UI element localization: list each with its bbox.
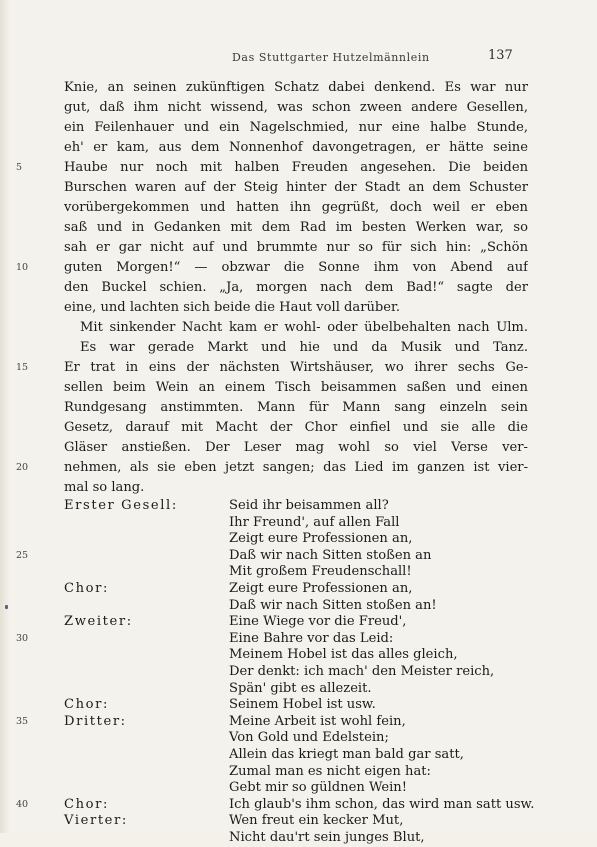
text-line: den Buckel schien. „Ja, morgen nach dem Bad!“ sagte der xyxy=(64,280,528,295)
text-line: eine, und lachten sich beide die Haut voll darüber. xyxy=(64,300,401,315)
verse-speaker: Dritter: xyxy=(64,713,127,729)
verse-line: Eine Wiege vor die Freud', xyxy=(229,614,407,630)
line-number: 25 xyxy=(16,549,29,561)
text-line: Knie, an seinen zukünftigen Schatz dabei denkend. Es war nur xyxy=(64,80,528,95)
text-line: vorübergekommen und hatten ihn gegrüßt, doch weil er eben xyxy=(64,200,528,215)
verse-speaker: Vierter: xyxy=(64,813,128,829)
verse-line: Meinem Hobel ist das alles gleich, xyxy=(229,647,458,663)
text-line: Er trat in eins der nächsten Wirtshäuser, wo ihrer sechs Ge- xyxy=(64,360,528,375)
text-line: gut, daß ihm nicht wissend, was schon zween andere Gesellen, xyxy=(64,100,528,115)
verse-line: Zumal man es nicht eigen hat: xyxy=(229,763,431,779)
verse-line: Daß wir nach Sitten stoßen an! xyxy=(229,597,437,613)
line-number: 5 xyxy=(16,162,23,173)
line-number: 30 xyxy=(16,632,29,644)
verse-line: Von Gold und Edelstein; xyxy=(229,730,389,746)
text-line: Rundgesang anstimmten. Mann für Mann sang einzeln sein xyxy=(64,400,528,415)
ink-speck xyxy=(5,605,8,609)
verse-line: Mit großem Freudenschall! xyxy=(229,564,412,580)
verse-line: Seinem Hobel ist usw. xyxy=(229,697,376,713)
verse-line: Seid ihr beisammen all? xyxy=(229,498,389,513)
text-line: Haube nur noch mit halben Freuden angesehen. Die beiden xyxy=(64,160,528,175)
text-line: Mit sinkender Nacht kam er wohl- oder übelbehalten nach Ulm. xyxy=(80,320,528,335)
line-number: 15 xyxy=(16,362,29,373)
text-line: ein Feilenhauer und ein Nagelschmied, nur eine halbe Stunde, xyxy=(64,120,528,135)
verse-speaker: Zweiter: xyxy=(64,614,133,630)
verse-line: Allein das kriegt man bald gar satt, xyxy=(229,747,464,762)
verse-speaker: Erster Gesell: xyxy=(64,498,178,513)
verse-line: Spän' gibt es allezeit. xyxy=(229,680,372,696)
verse-line: Ihr Freund', auf allen Fall xyxy=(229,514,400,530)
line-number: 10 xyxy=(16,262,29,273)
verse-line: Daß wir nach Sitten stoßen an xyxy=(229,547,432,563)
line-number: 40 xyxy=(16,798,29,810)
verse-line: Eine Bahre vor das Leid: xyxy=(229,630,394,646)
running-title: Das Stuttgarter Hutzelmännlein xyxy=(232,51,430,64)
text-line: sah er gar nicht auf und brummte nur so für sich hin: „Schön xyxy=(64,240,528,255)
page-gutter-shadow xyxy=(0,0,10,833)
verse-speaker: Chor: xyxy=(64,581,110,596)
text-line: saß und in Gedanken mit dem Rad im besten Werken war, so xyxy=(64,220,528,235)
line-number: 20 xyxy=(16,462,29,473)
text-line: guten Morgen!“ — obzwar die Sonne ihm von Abend auf xyxy=(64,260,528,275)
text-line: Es war gerade Markt und hie und da Musik und Tanz. xyxy=(80,340,528,355)
verse-line: Ich glaub's ihm schon, das wird man satt usw. xyxy=(229,796,535,812)
line-number: 35 xyxy=(16,715,29,727)
page-number: 137 xyxy=(488,48,513,63)
text-line: eh' er kam, aus dem Nonnenhof davongetragen, er hätte seine xyxy=(64,140,528,155)
text-line: Gesetz, darauf mit Macht der Chor einfiel und sie alle die xyxy=(64,420,528,435)
verse-line: Wen freut ein kecker Mut, xyxy=(229,813,404,829)
verse-line: Nicht dau'rt sein junges Blut, xyxy=(229,830,425,845)
verse-line: Gebt mir so güldnen Wein! xyxy=(229,780,407,796)
verse-line: Meine Arbeit ist wohl fein, xyxy=(229,713,406,729)
text-line: Gläser anstießen. Der Leser mag wohl so viel Verse ver- xyxy=(64,440,528,455)
text-line: Burschen waren auf der Steig hinter der Stadt an dem Schuster xyxy=(64,180,528,195)
text-line: sellen beim Wein an einem Tisch beisammen saßen und einen xyxy=(64,380,528,395)
verse-line: Zeigt eure Professionen an, xyxy=(229,531,413,547)
verse-speaker: Chor: xyxy=(64,697,110,713)
text-line: nehmen, als sie eben jetzt sangen; das Lied im ganzen ist vier- xyxy=(64,460,528,475)
verse-line: Der denkt: ich mach' den Meister reich, xyxy=(229,664,495,679)
verse-speaker: Chor: xyxy=(64,796,110,812)
verse-line: Zeigt eure Professionen an, xyxy=(229,581,413,596)
text-line: mal so lang. xyxy=(64,480,145,495)
page-header xyxy=(0,48,597,68)
